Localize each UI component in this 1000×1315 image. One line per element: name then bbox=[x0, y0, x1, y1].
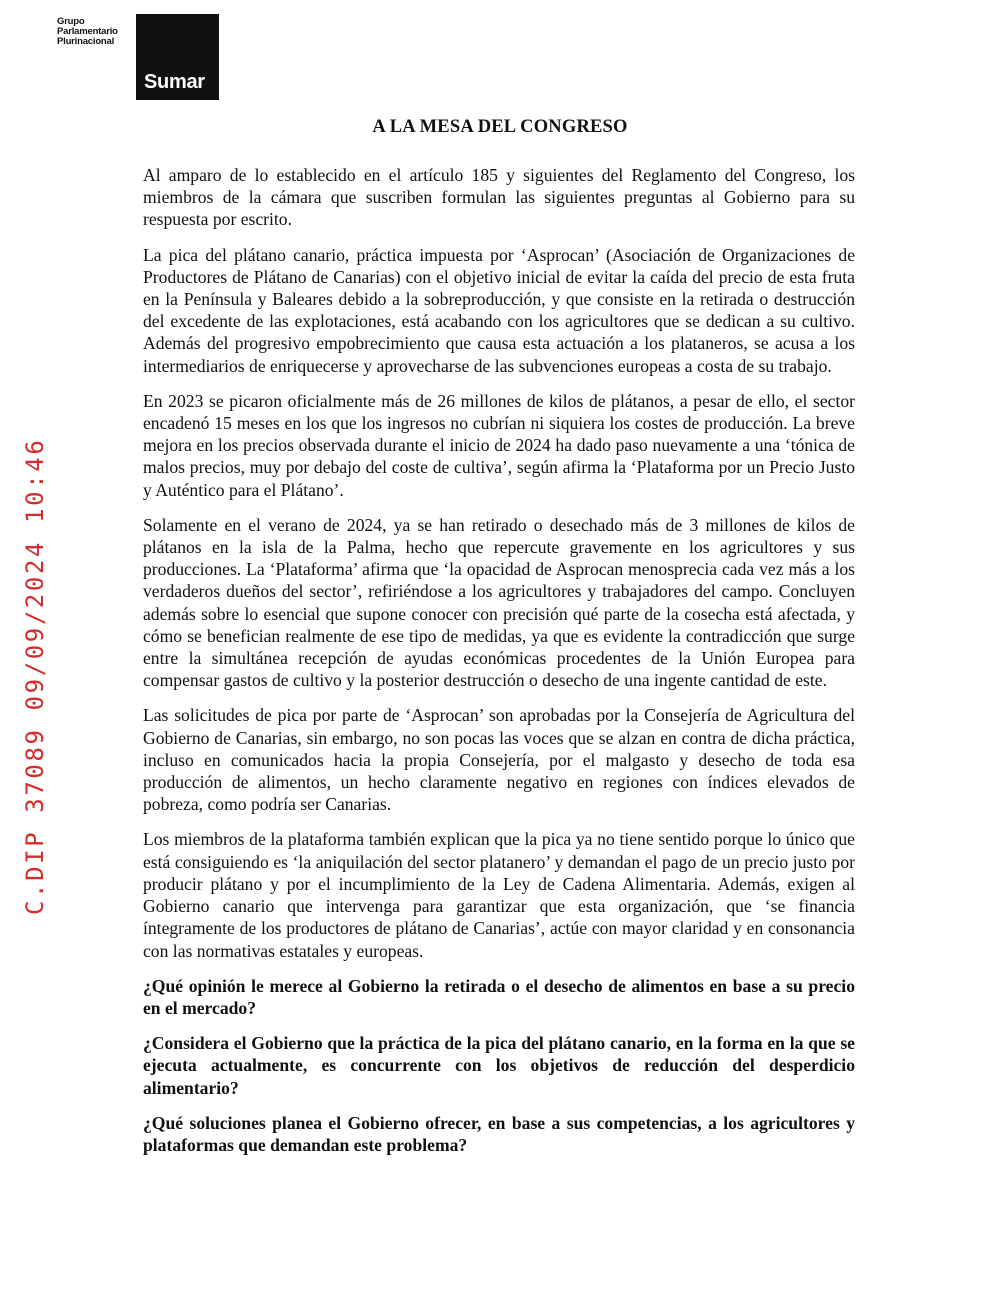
document-title: A LA MESA DEL CONGRESO bbox=[372, 117, 628, 137]
body-paragraph: Solamente en el verano de 2024, ya se han retirado o desechado más de 3 millones de kilos de plátanos en la isla de la Palma, hecho que repercute gravemente en los agricultores y sus producciones. La ‘Plataforma’ afirma que ‘la opacidad de Asprocan menosprecia cada vez más a los verdaderos dueños del sector’, refiriéndose a los agricultores y trabajadores del campo. Concluyen además sobre lo esencial que supone conocer con precisión qué parte de la cosecha está afectada, y cómo se benefician realmente de ese tipo de medidas, ya que es evidente la contradicción que surge entre la simultánea recepción de ayudas económicas procedentes de la Unión Europea para compensar gastos de cultivo y la posterior destrucción o desecho de una ingente cantidad de este. bbox=[143, 514, 855, 691]
question: ¿Qué opinión le merece al Gobierno la retirada o el desecho de alimentos en base a su precio en el mercado? bbox=[143, 975, 855, 1018]
document-body bbox=[143, 164, 855, 1169]
sumar-logo-name: Sumar bbox=[144, 71, 205, 93]
body-paragraph: Las solicitudes de pica por parte de ‘Asprocan’ son aprobadas por la Consejería de Agricultura del Gobierno de Canarias, sin embargo, no son pocas las voces que se alzan en contra de dicha práctica, incluso en comunicados hacia la propia Consejería, por el malgasto y desecho de toda esa producción de alimentos, un hecho claramente negativo en regiones con índices elevados de pobreza, como podría ser Canarias. bbox=[143, 705, 855, 815]
body-paragraph: Al amparo de lo establecido en el artículo 185 y siguientes del Reglamento del Congreso, los miembros de la cámara que suscriben formulan las siguientes preguntas al Gobierno para su respuesta por escrito. bbox=[143, 165, 855, 230]
logo-line: Parlamentario bbox=[57, 26, 118, 37]
body-paragraph: En 2023 se picaron oficialmente más de 26 millones de kilos de plátanos, a pesar de ello, el sector encadenó 15 meses en los que los ingresos no cubrían ni siquiera los costes de producción. La breve mejora en los precios observada durante el inicio de 2024 ha dado paso nuevamente a una ‘tónica de malos precios, muy por debajo del coste de cultiva’, según afirma la ‘Plataforma por un Precio Justo y Auténtico para el Plátano’. bbox=[143, 390, 855, 500]
body-paragraph: La pica del plátano canario, práctica impuesta por ‘Asprocan’ (Asociación de Organizaciones de Productores de Plátano de Canarias) con el objetivo inicial de evitar la caída del precio de esta fruta en la Península y Baleares debido a la sobreproducción, y que consiste en la retirada o destrucción del excedente de las explotaciones, está acabando con los agricultores que se dedican a su cultivo. Además del progresivo empobrecimiento que causa esta actuación a los plataneros, se acusa a los intermediarios de enriquecerse y aprovecharse de las subvenciones europeas a costa de su trabajo. bbox=[143, 244, 855, 376]
body-paragraph: Los miembros de la plataforma también explican que la pica ya no tiene sentido porque lo único que está consiguiendo es ‘la aniquilación del sector platanero’ y demandan el pago de un precio justo por producir plátano y por el incumplimiento de la Ley de Cadena Alimentaria. Además, exigen al Gobierno canario que intervenga para garantizar que esta organización, que ‘se financia íntegramente de los productores de plátano de Canarias’, actúe con mayor claridad y en consonancia con las normativas estatales y europeas. bbox=[143, 829, 855, 961]
question: ¿Considera el Gobierno que la práctica de la pica del plátano canario, en la forma en la que se ejecuta actualmente, es concurrente con los objetivos de reducción del desperdicio alimentario? bbox=[143, 1033, 855, 1098]
sumar-logo bbox=[136, 14, 219, 100]
group-logo-text bbox=[57, 17, 137, 47]
question: ¿Qué soluciones planea el Gobierno ofrecer, en base a sus competencias, a los agricultores y plataformas que demandan este problema? bbox=[143, 1112, 855, 1155]
logo-line: Plurinacional bbox=[57, 36, 115, 47]
registry-stamp: C.DIP 37089 09/09/2024 10:46 bbox=[21, 437, 49, 915]
logo-line: Grupo bbox=[57, 16, 85, 27]
